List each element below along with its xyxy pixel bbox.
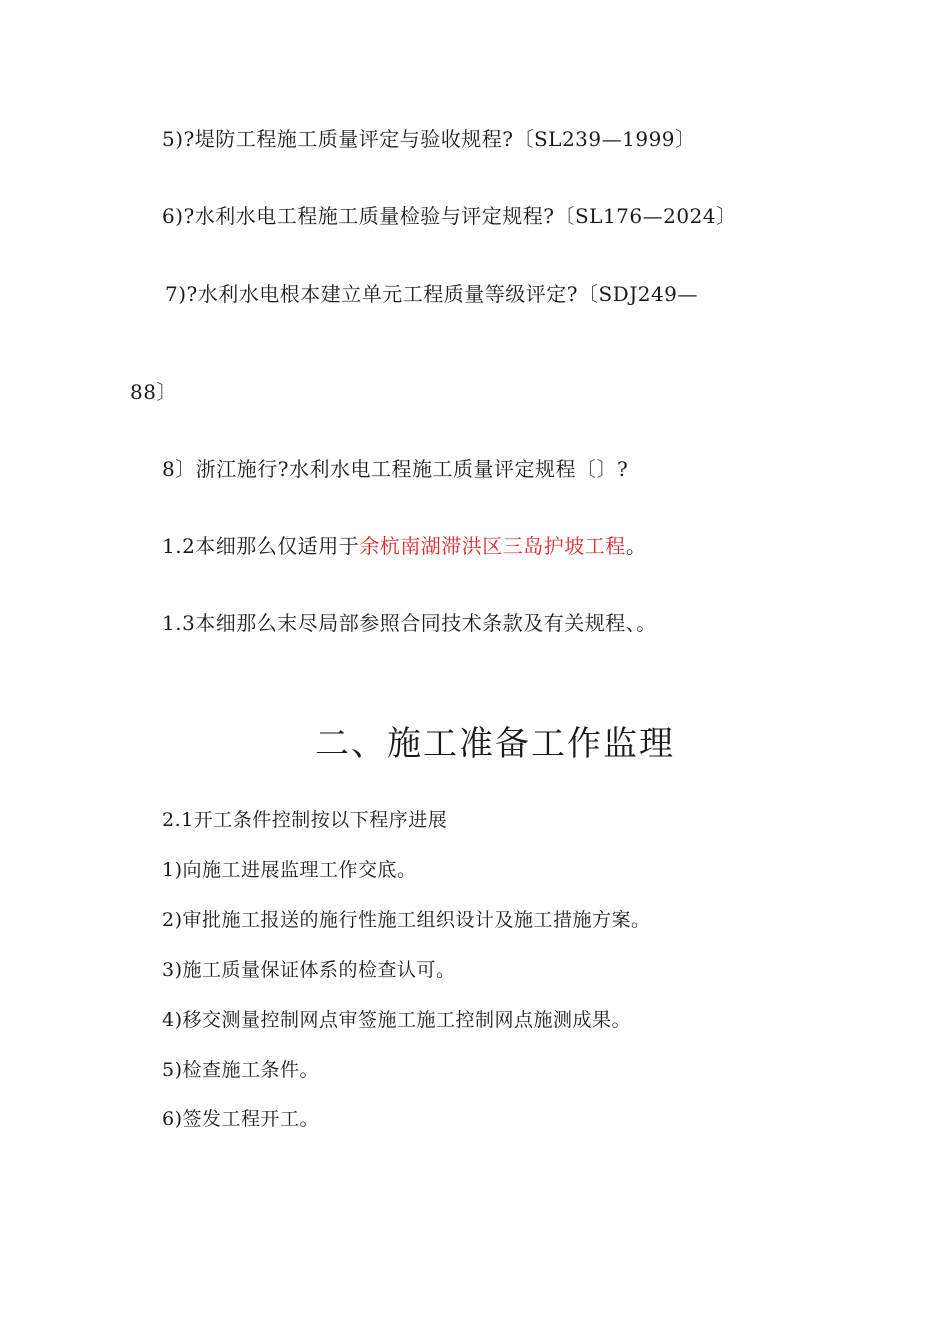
list-item: 3)施工质量保证体系的检查认可。 [162, 959, 456, 981]
project-name-highlight: 余杭南湖滞洪区三岛护坡工程 [359, 534, 626, 558]
list-item: 4)移交测量控制网点审签施工施工控制网点施测成果。 [162, 1009, 632, 1031]
section-heading: 二、施工准备工作监理 [315, 724, 675, 764]
clause-1-2 [162, 533, 646, 559]
reference-item-5: 5)?堤防工程施工质量评定与验收规程?〔SL239—1999〕 [162, 127, 696, 151]
list-item: 1)向施工进展监理工作交底。 [162, 859, 417, 881]
reference-item-6: 6)?水利水电工程施工质量检验与评定规程?〔SL176—2024〕 [162, 204, 737, 228]
reference-item-7-continuation: 88〕 [130, 380, 177, 404]
list-item: 6)签发工程开工。 [162, 1108, 320, 1130]
clause-1-2-suffix: 。 [625, 534, 647, 558]
clause-1-2-prefix: 1.2本细那么仅适用于 [162, 534, 360, 558]
clause-1-3: 1.3本细那么末尽局部参照合同技术条款及有关规程、。 [162, 611, 657, 635]
reference-item-7: 7)?水利水电根本建立单元工程质量等级评定?〔SDJ249— [165, 282, 698, 306]
reference-item-8: 8〕浙江施行?水利水电工程施工质量评定规程〔〕? [162, 457, 629, 481]
list-item: 2)审批施工报送的施行性施工组织设计及施工措施方案。 [162, 909, 651, 931]
clause-2-1: 2.1开工条件控制按以下程序进展 [162, 809, 448, 831]
list-item: 5)检查施工条件。 [162, 1059, 320, 1081]
